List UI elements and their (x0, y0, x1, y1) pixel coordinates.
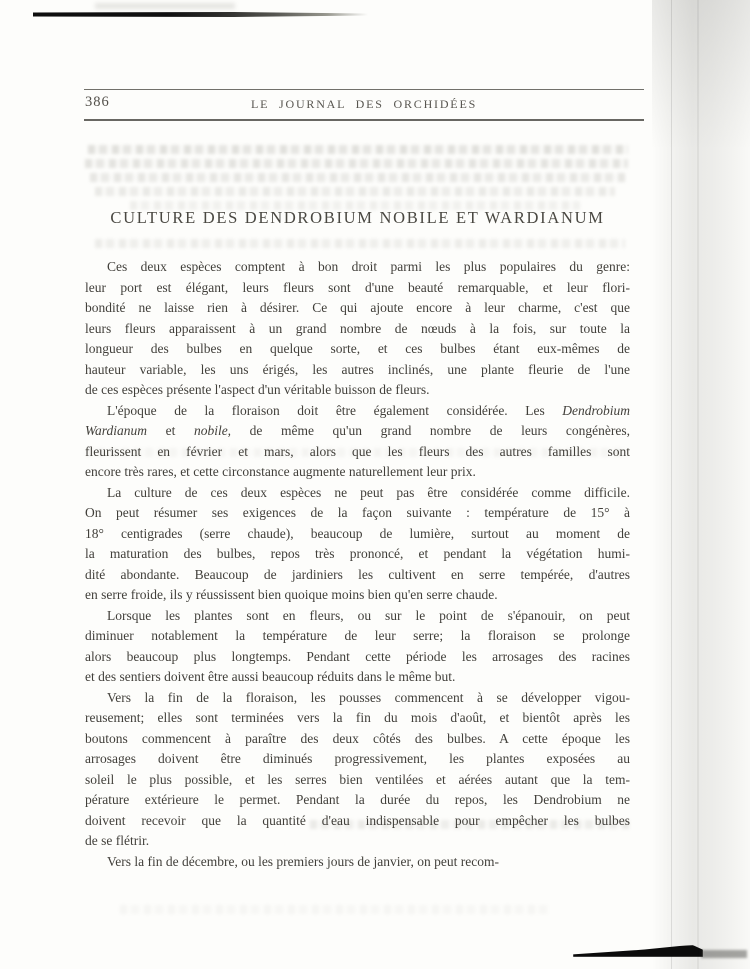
page-gutter-shadow (652, 0, 750, 969)
scan-edge-artifact-top (33, 12, 368, 17)
page-bottom-edge-shadow (573, 945, 703, 957)
text-line: Lorsque les plantes sont en fleurs, ou sur le point de s'épanouir, on peut (107, 607, 630, 623)
text-line: fleurissent en février et mars, alors que les fleurs des autres familles sont (85, 443, 630, 459)
text-line: hauteur variable, les uns érigés, les autres inclinés, une plante fleurie de l'une (85, 361, 630, 377)
text-line: L'époque de la floraison doit être également considérée. Les Dendrobium (107, 402, 630, 418)
text-line: encore très rares, et cette circonstance augmente naturellement leur prix. (85, 464, 476, 479)
journal-title: LE JOURNAL DES ORCHIDÉES (250, 97, 478, 111)
article-body (85, 257, 630, 872)
text-line: boutons commencent à paraître des deux côtés des bulbes. A cette époque les (85, 730, 630, 746)
bleed-through-line (90, 173, 625, 182)
text-line: et des sentiers doivent être aussi beaucoup réduits dans le même but. (85, 669, 456, 684)
text-line: soleil le plus possible, et les serres bien ventilées et aérées autant que la tem- (85, 771, 630, 787)
paragraph (85, 606, 630, 688)
text-line: en serre froide, ils y réussissent bien quoique moins bien qu'en serre chaude. (85, 587, 498, 602)
page-crease-line (697, 0, 699, 969)
text-line: Wardianum et nobile, de même qu'un grand nombre de leurs congénères, (85, 423, 630, 438)
scan-smudge-artifact (95, 3, 235, 9)
bleed-through-line (85, 159, 628, 168)
text-line: Ces deux espèces comptent à bon droit parmi les plus populaires du genre: (107, 259, 630, 274)
text-line: On peut résumer ses exigences de la façon suivante : température de 15° à (85, 505, 630, 520)
text-line: longueur des bulbes en quelque sorte, et ces bulbes étant eux-mêmes de (85, 341, 630, 356)
page-crease-line (671, 0, 672, 969)
text-line: dité abondante. Beaucoup de jardiniers les cultivent en serre tempérée, d'autres (85, 566, 630, 582)
paragraph (85, 257, 630, 401)
paragraph (85, 401, 630, 483)
text-line: La culture de ces deux espèces ne peut pas être considérée comme difficile. (107, 484, 630, 500)
page-number: 386 (85, 94, 110, 110)
text-line: Vers la fin de décembre, ou les premiers jours de janvier, on peut recom- (107, 853, 499, 869)
page-bottom-edge-shadow (701, 950, 747, 958)
text-line: alors beaucoup plus longtemps. Pendant cette période les arrosages des racines (85, 648, 630, 664)
text-line: Vers la fin de la floraison, les pousses commencent à se développer vigou- (107, 689, 630, 705)
bleed-through-line (120, 905, 550, 914)
text-line: 18° centigrades (serre chaude), beaucoup de lumière, surtout au moment de (85, 525, 630, 541)
text-line: leur port est élégant, leurs fleurs sont d'une beauté remarquable, et leur flori- (85, 279, 630, 295)
text-line: diminuer notablement la température de leur serre; la floraison se prolonge (85, 628, 630, 643)
text-line: de se flétrir. (85, 833, 150, 848)
text-line: doivent recevoir que la quantité d'eau indispensable pour empêcher les bulbes (85, 812, 630, 828)
article-title: CULTURE DES DENDROBIUM NOBILE ET WARDIANUM (110, 208, 605, 227)
text-line: reusement; elles sont terminées vers la fin du mois d'août, et bientôt après les (85, 710, 630, 725)
text-line: leurs fleurs apparaissent à un grand nombre de nœuds à la fois, sur toute la (85, 320, 630, 336)
bleed-through-line (95, 187, 615, 196)
header-rule-bottom (84, 119, 644, 121)
text-line: de ces espèces présente l'aspect d'un véritable buisson de fleurs. (85, 382, 430, 397)
bleed-through-line (88, 145, 628, 154)
text-line: pérature extérieure le permet. Pendant la durée du repos, les Dendrobium ne (85, 792, 630, 807)
paragraph (85, 483, 630, 606)
text-line: arrosages doivent être diminués progressivement, les plantes exposées au (85, 751, 630, 766)
header-rule-top (84, 89, 644, 90)
bleed-through-line (95, 239, 625, 248)
paragraph (85, 852, 630, 873)
text-line: la maturation des bulbes, repos très prononcé, et pendant la végétation humi- (85, 546, 630, 561)
text-line: bondité ne laisse rien à désirer. Ce qui ajoute encore à leur charme, c'est que (85, 300, 630, 315)
paragraph (85, 688, 630, 852)
